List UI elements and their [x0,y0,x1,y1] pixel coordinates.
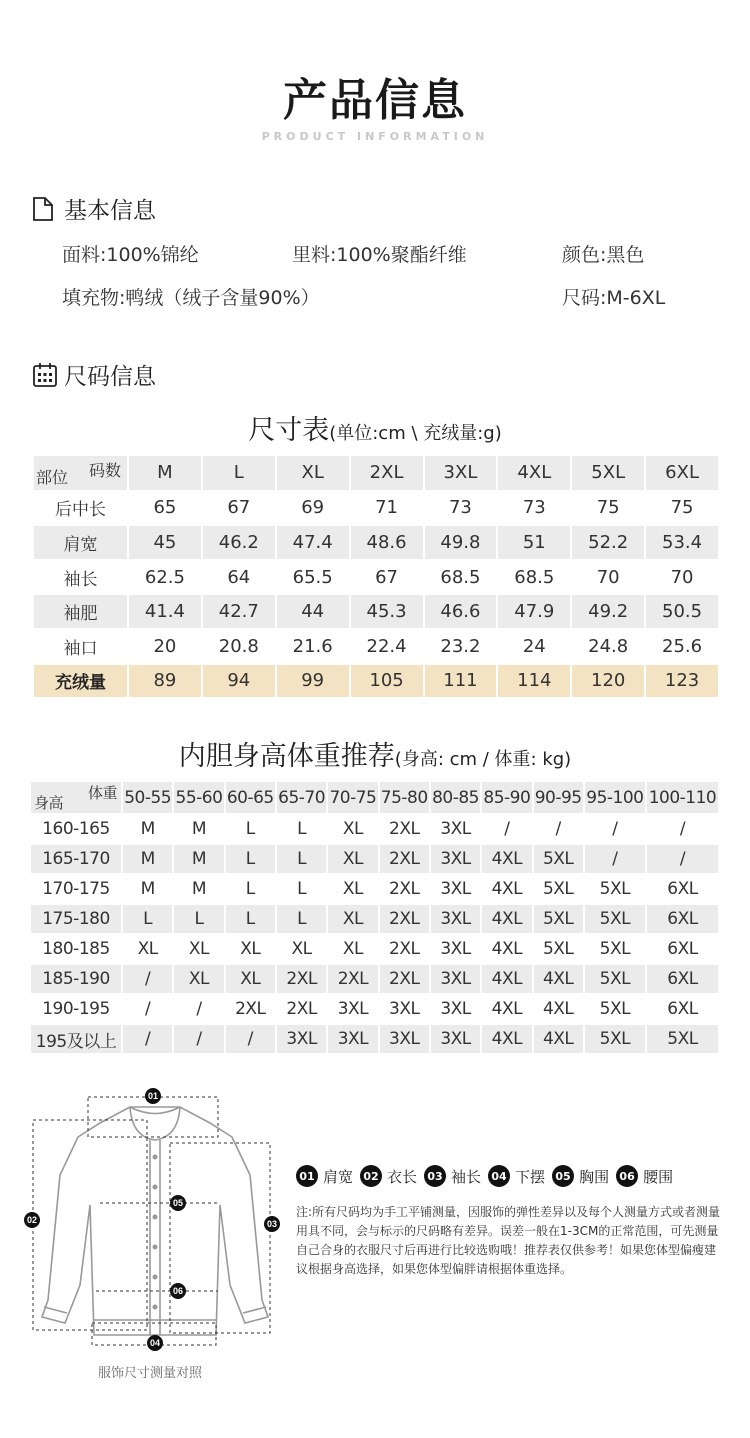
size-table-column-header: 3XL [424,456,498,491]
legend-item [488,1165,545,1187]
rec-table-cell: 2XL [379,874,430,904]
size-table-cell: 68.5 [497,560,571,595]
rec-table-cell: XL [327,904,378,934]
size-table-cell: 120 [571,664,645,699]
svg-text:04: 04 [149,1338,161,1348]
rec-table-cell: 3XL [430,934,481,964]
size-table-cell: 49.8 [424,525,498,560]
size-table-column-header: 4XL [497,456,571,491]
svg-text:02: 02 [26,1215,38,1225]
rec-table-column-header: 100-110 [646,782,719,814]
rec-table-cell: 5XL [533,874,584,904]
rec-table-cell: 4XL [533,1024,584,1054]
rec-table-row [31,1024,719,1054]
size-table-row-label: 袖肥 [34,594,128,629]
rec-table-cell: 5XL [584,1024,646,1054]
size-table-cell: 47.9 [497,594,571,629]
size-table-cell: 69 [276,491,350,526]
legend-number-badge: 02 [360,1165,382,1187]
legend-item [296,1165,353,1187]
size-table-corner-top: 码数 [88,461,121,480]
legend-item [360,1165,417,1187]
size-table-column-header: M [128,456,202,491]
rec-table-cell: / [646,814,719,844]
size-table-column-header: L [202,456,276,491]
rec-table-cell: L [173,904,224,934]
rec-table-row-label: 195及以上 [31,1024,122,1054]
page-title: 产品信息 [283,75,467,126]
size-table-title: 尺寸表 [248,415,330,446]
size-table-cell: 65 [128,491,202,526]
size-table-cell: 65.5 [276,560,350,595]
size-table-cell: 41.4 [128,594,202,629]
rec-table-cell: XL [327,814,378,844]
size-table-row [34,629,719,664]
rec-table-cell: 6XL [646,994,719,1024]
size-table-column-header: 5XL [571,456,645,491]
size-table-cell: 89 [128,664,202,699]
size-table-cell: 64 [202,560,276,595]
rec-table-cell: 3XL [430,814,481,844]
size-table-cell: 68.5 [424,560,498,595]
fabric-info: 面料:100%锦纶 [62,244,199,266]
rec-table-cell: 5XL [533,904,584,934]
rec-table-cell: XL [327,874,378,904]
svg-text:01: 01 [147,1091,159,1101]
rec-table-row [31,994,719,1024]
rec-table-cell: 3XL [327,1024,378,1054]
rec-table-cell: 3XL [430,874,481,904]
rec-table-row-label: 170-175 [31,874,122,904]
size-table-cell: 111 [424,664,498,699]
size-table-cell: 44 [276,594,350,629]
rec-table-row [31,814,719,844]
size-table-cell: 22.4 [350,629,424,664]
rec-table-cell: 3XL [327,994,378,1024]
rec-table-column-header: 80-85 [430,782,481,814]
rec-table-row [31,874,719,904]
size-table-row [34,525,719,560]
rec-table-column-header: 95-100 [584,782,646,814]
size-table [34,456,720,699]
rec-table-cell: 3XL [276,1024,327,1054]
size-table-row-label: 肩宽 [34,525,128,560]
measure-legend [296,1165,680,1187]
legend-item [552,1165,609,1187]
jacket-measure-diagram [20,1085,290,1355]
size-range-info: 尺码:M-6XL [562,287,666,309]
size-table-cell: 50.5 [645,594,719,629]
legend-label: 胸围 [579,1167,610,1186]
rec-table-cell: 3XL [430,1024,481,1054]
size-table-unit: (单位:cm \ 充绒量:g) [329,423,502,444]
size-table-caption [0,408,750,447]
size-table-column-header: XL [276,456,350,491]
page-subtitle: PRODUCT INFORMATION [261,130,489,143]
rec-table-cell: 4XL [481,994,532,1024]
rec-table-cell: / [533,814,584,844]
rec-table-cell: / [225,1024,276,1054]
size-table-row [34,664,719,699]
measure-note: 注:所有尺码均为手工平铺测量，因服饰的弹性差异以及每个人测量方式或者测量用具不同，会与标示的尺码略有差异。误差一般在1-3CM的正常范围，可先测量自己合身的衣服尺寸后再进行比较选购哦！推荐表仅供参考！如果您体型偏瘦建议根据身高选择，如果您体型偏胖请根据体重选择。 [296,1205,721,1276]
filling-info: 填充物:鸭绒（绒子含量90%） [62,287,320,309]
rec-table-cell: 5XL [533,844,584,874]
rec-table-cell: / [122,964,173,994]
rec-table-cell: 2XL [379,844,430,874]
rec-table-cell: / [122,994,173,1024]
rec-table-cell: L [122,904,173,934]
rec-table-cell: M [173,814,224,844]
size-table-cell: 46.2 [202,525,276,560]
rec-table-cell: M [122,814,173,844]
rec-table-cell: 5XL [584,964,646,994]
rec-table-cell: 5XL [584,904,646,934]
legend-number-badge: 06 [616,1165,638,1187]
size-table-cell: 45.3 [350,594,424,629]
rec-table-cell: 2XL [379,814,430,844]
size-info-heading [32,358,156,391]
rec-table-cell: 6XL [646,934,719,964]
legend-number-badge: 03 [424,1165,446,1187]
rec-table-cell: XL [122,934,173,964]
size-table-cell: 23.2 [424,629,498,664]
rec-table-cell: 4XL [481,934,532,964]
size-table-header-row [34,456,719,491]
color-info: 颜色:黑色 [562,244,645,266]
svg-text:05: 05 [172,1198,184,1208]
rec-table-cell: 5XL [533,934,584,964]
rec-table-cell: L [225,844,276,874]
rec-table-column-header: 50-55 [122,782,173,814]
rec-table-row [31,904,719,934]
rec-table-cell: 2XL [225,994,276,1024]
rec-table-cell: 5XL [584,934,646,964]
size-table-cell: 70 [645,560,719,595]
rec-table-cell: 4XL [533,964,584,994]
legend-label: 衣长 [387,1167,418,1186]
rec-table-column-header: 55-60 [173,782,224,814]
svg-text:06: 06 [172,1286,184,1296]
rec-table-cell: / [481,814,532,844]
size-table-cell: 20.8 [202,629,276,664]
rec-table-cell: 5XL [584,994,646,1024]
rec-table-cell: / [122,1024,173,1054]
rec-table-cell: M [173,844,224,874]
rec-table-cell: XL [327,844,378,874]
rec-table-column-header: 65-70 [276,782,327,814]
size-table-cell: 94 [202,664,276,699]
diagram-caption: 服饰尺寸测量对照 [97,1366,202,1381]
calendar-icon [32,362,56,388]
rec-table-cell: 3XL [430,844,481,874]
legend-item [616,1165,673,1187]
rec-table-cell: / [584,814,646,844]
size-table-cell: 99 [276,664,350,699]
size-table-cell: 25.6 [645,629,719,664]
rec-table-cell: XL [327,934,378,964]
size-table-row-label: 袖长 [34,560,128,595]
legend-number-badge: 05 [552,1165,574,1187]
basic-info-heading [32,192,156,225]
rec-table-caption [0,734,750,773]
rec-table-cell: XL [276,934,327,964]
size-table-cell: 73 [497,491,571,526]
legend-item [424,1165,481,1187]
rec-table-cell: L [276,844,327,874]
size-table-row-label: 袖口 [34,629,128,664]
size-table-cell: 49.2 [571,594,645,629]
rec-table-cell: 4XL [533,994,584,1024]
rec-table-cell: L [276,904,327,934]
document-icon [32,196,56,222]
size-table-cell: 71 [350,491,424,526]
rec-table-cell: M [173,874,224,904]
rec-table-cell: / [584,844,646,874]
size-table-column-header: 6XL [645,456,719,491]
size-table-cell: 51 [497,525,571,560]
size-table-row-label: 后中长 [34,491,128,526]
rec-table-cell: 6XL [646,964,719,994]
size-table-row [34,594,719,629]
rec-table-column-header: 90-95 [533,782,584,814]
rec-table-row-label: 165-170 [31,844,122,874]
rec-table-cell: 6XL [646,904,719,934]
legend-label: 肩宽 [323,1167,354,1186]
size-table-corner-bottom: 部位 [36,467,69,487]
rec-table-corner-bottom: 身高 [34,794,64,812]
rec-table-cell: 3XL [379,1024,430,1054]
size-table-cell: 52.2 [571,525,645,560]
size-table-cell: 53.4 [645,525,719,560]
legend-label: 腰围 [643,1167,674,1186]
rec-table-cell: 2XL [379,904,430,934]
rec-table-cell: 5XL [584,874,646,904]
rec-table-cell: XL [173,964,224,994]
rec-table-corner-cell [31,782,122,814]
rec-table-column-header: 70-75 [327,782,378,814]
size-table-cell: 73 [424,491,498,526]
rec-table-row-label: 180-185 [31,934,122,964]
rec-table-cell: L [225,874,276,904]
legend-number-badge: 04 [488,1165,510,1187]
rec-table-cell: L [276,814,327,844]
size-table-row-label: 充绒量 [34,664,128,699]
size-table-cell: 42.7 [202,594,276,629]
legend-number-badge: 01 [296,1165,318,1187]
rec-table-cell: 3XL [430,964,481,994]
basic-info-title: 基本信息 [64,198,156,224]
size-table-cell: 105 [350,664,424,699]
legend-label: 袖长 [451,1167,482,1186]
size-table-cell: 20 [128,629,202,664]
size-table-row [34,560,719,595]
rec-table-cell: / [646,844,719,874]
rec-table-cell: 6XL [646,874,719,904]
rec-table-row-label: 175-180 [31,904,122,934]
rec-table-cell: M [122,844,173,874]
rec-table-column-header: 75-80 [379,782,430,814]
size-table-cell: 21.6 [276,629,350,664]
rec-table-cell: M [122,874,173,904]
rec-table-cell: XL [225,934,276,964]
rec-table-cell: 2XL [276,964,327,994]
rec-table-cell: 4XL [481,904,532,934]
rec-table-cell: 2XL [379,934,430,964]
legend-label: 下摆 [515,1167,546,1186]
rec-table-row [31,934,719,964]
size-table-row [34,491,719,526]
rec-table-column-header: 60-65 [225,782,276,814]
lining-info: 里料:100%聚酯纤维 [292,244,467,266]
rec-table-cell: L [225,904,276,934]
rec-table-cell: L [225,814,276,844]
size-table-cell: 123 [645,664,719,699]
size-table-cell: 47.4 [276,525,350,560]
rec-table-corner-top: 体重 [87,784,117,802]
rec-table-row-label: 190-195 [31,994,122,1024]
rec-table-title: 内胆身高体重推荐 [178,741,395,772]
rec-table-row-label: 160-165 [31,814,122,844]
rec-table-unit: (身高: cm / 体重: kg) [394,749,572,770]
rec-table-row [31,844,719,874]
rec-table-cell: 5XL [646,1024,719,1054]
recommendation-table [31,782,720,1055]
size-table-corner-cell [34,456,128,491]
size-table-cell: 45 [128,525,202,560]
rec-table-cell: L [276,874,327,904]
size-table-cell: 114 [497,664,571,699]
size-table-cell: 62.5 [128,560,202,595]
rec-table-cell: 4XL [481,844,532,874]
size-table-column-header: 2XL [350,456,424,491]
size-info-title: 尺码信息 [64,364,156,390]
rec-table-row-label: 185-190 [31,964,122,994]
rec-table-column-header: 85-90 [481,782,532,814]
size-table-cell: 46.6 [424,594,498,629]
size-table-cell: 24 [497,629,571,664]
size-table-cell: 70 [571,560,645,595]
rec-table-cell: 3XL [430,994,481,1024]
rec-table-cell: 4XL [481,964,532,994]
size-table-cell: 48.6 [350,525,424,560]
svg-text:03: 03 [266,1219,278,1229]
size-table-cell: 75 [645,491,719,526]
rec-table-header-row [31,782,719,814]
rec-table-cell: 2XL [276,994,327,1024]
size-table-cell: 24.8 [571,629,645,664]
size-table-cell: 67 [202,491,276,526]
rec-table-cell: 4XL [481,874,532,904]
rec-table-cell: 4XL [481,1024,532,1054]
rec-table-cell: XL [225,964,276,994]
size-table-cell: 75 [571,491,645,526]
rec-table-cell: XL [173,934,224,964]
size-table-cell: 67 [350,560,424,595]
rec-table-row [31,964,719,994]
rec-table-cell: 3XL [379,994,430,1024]
rec-table-cell: 3XL [430,904,481,934]
rec-table-cell: 2XL [379,964,430,994]
rec-table-cell: / [173,1024,224,1054]
rec-table-cell: / [173,994,224,1024]
rec-table-cell: 2XL [327,964,378,994]
